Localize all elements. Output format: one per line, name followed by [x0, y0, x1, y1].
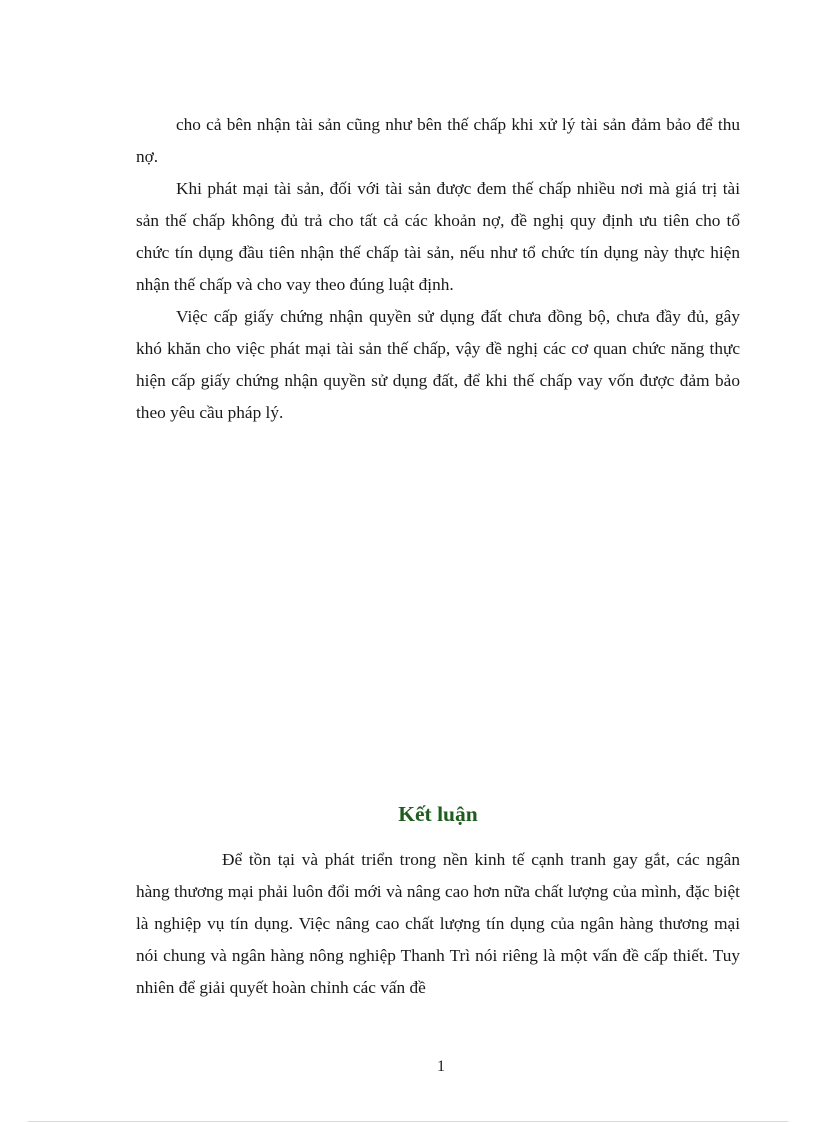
paragraph-auction-priority: Khi phát mại tài sản, đối với tài sản được đem thế chấp nhiều nơi mà giá trị tài sản thế chấp không đủ trả cho tất cả các khoản nợ, đề nghị quy định ưu tiên cho tổ chức tín dụng đầu tiên nhận thế chấp tài sản, nếu như tổ chức tín dụng này thực hiện nhận thế chấp và cho vay theo đúng luật định.	[136, 179, 740, 294]
section-heading-conclusion: Kết luận	[398, 802, 478, 826]
page-bottom-divider	[28, 1121, 788, 1122]
body-text-conclusion	[136, 844, 740, 1004]
page-number: 1	[437, 1058, 445, 1075]
paragraph-continuation: cho cả bên nhận tài sản cũng như bên thế chấp khi xử lý tài sản đảm bảo để thu nợ.	[136, 115, 740, 166]
body-text-top	[136, 109, 740, 429]
paragraph-conclusion-intro: Để tồn tại và phát triển trong nền kinh tế cạnh tranh gay gắt, các ngân hàng thương mại phải luôn đổi mới và nâng cao hơn nữa chất lượng của mình, đặc biệt là nghiệp vụ tín dụng. Việc nâng cao chất lượng tín dụng của ngân hàng thương mại nói chung và ngân hàng nông nghiệp Thanh Trì nói riêng là một vấn đề cấp thiết. Tuy nhiên để giải quyết hoàn chỉnh các vấn đề	[136, 850, 740, 997]
paragraph-land-certificate: Việc cấp giấy chứng nhận quyền sử dụng đất chưa đồng bộ, chưa đầy đủ, gây khó khăn cho việc phát mại tài sản thế chấp, vậy đề nghị các cơ quan chức năng thực hiện cấp giấy chứng nhận quyền sử dụng đất, để khi thế chấp vay vốn được đảm bảo theo yêu cầu pháp lý.	[136, 307, 740, 422]
